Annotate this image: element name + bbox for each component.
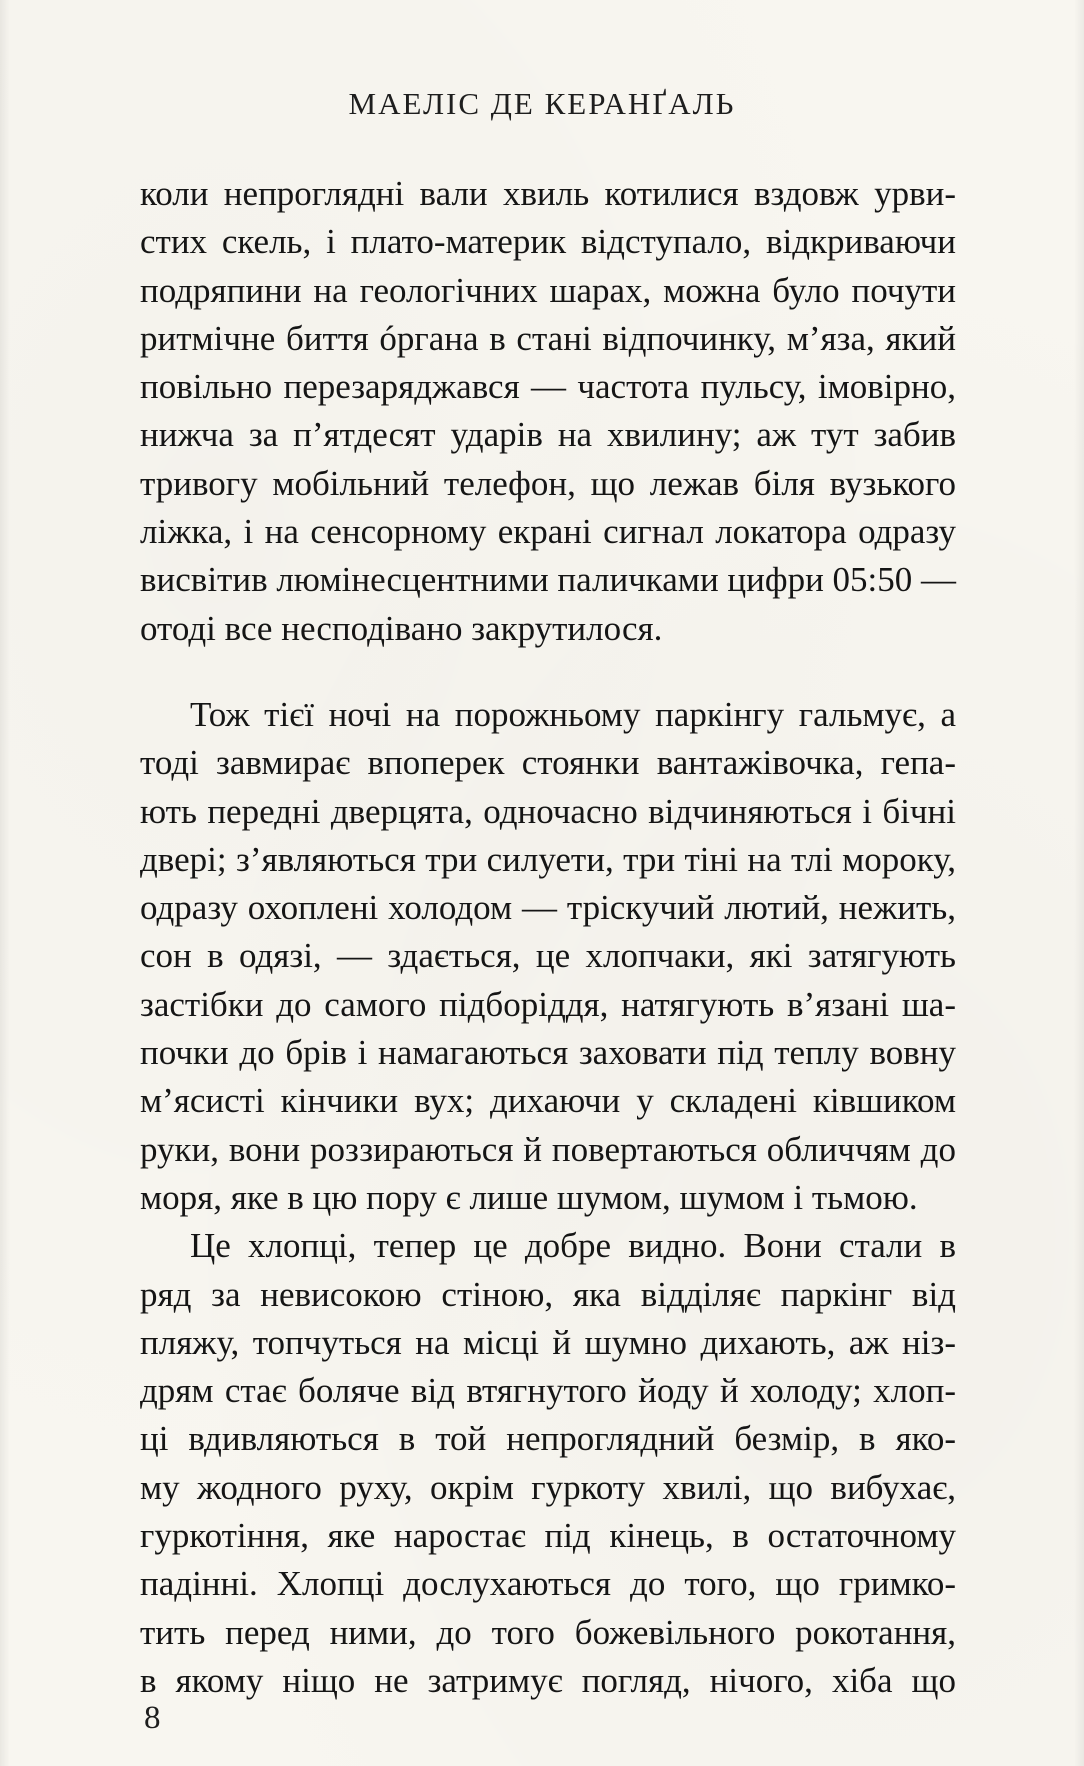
body-text [140,170,956,1705]
text-line: му жодного руху, окрім гуркоту хвилі, що вибухає, [140,1467,956,1507]
paragraph-2 [140,691,956,1222]
text-line: застібки до самого підборіддя, натягують в’язані ша- [140,984,956,1024]
text-line: гуркотіння, яке наростає під кінець, в остаточному [140,1516,956,1556]
text-line: ряд за невисокою стіною, яка відділяє паркінг від [140,1274,956,1314]
page-edge-shadow-left [0,0,10,1766]
text-line: ліжка, і на сенсорному екрані сигнал локатора одразу [140,512,956,552]
text-line: в якому ніщо не затримує погляд, нічого, хіба що [140,1660,956,1700]
text-line: отоді все несподівано закрутилося. [140,608,663,648]
running-header: МАЕЛІС ДЕ КЕРАНҐАЛЬ [348,86,736,121]
text-line: ють передні дверцята, одночасно відчиняються і бічні [140,791,956,831]
text-line: коли непроглядні вали хвиль котилися вздовж урви- [140,174,956,213]
text-line: двері; з’являються три силуети, три тіні на тлі мороку, [140,839,956,879]
text-line: ці вдивляються в той непроглядний безмір, в яко- [140,1419,956,1459]
text-line: тоді завмирає впоперек стоянки вантажівочка, гепа- [140,743,956,783]
text-line: пляжу, топчуться на місці й шумно дихають, аж ніз- [140,1322,956,1362]
text-line: сон в одязі, — здається, це хлопчаки, які затягують [140,936,956,976]
text-line: Це хлопці, тепер це добре видно. Вони стали в [190,1226,956,1266]
text-line: висвітив люмінесцентними паличками цифри 05:50 — [140,560,957,600]
page-number: 8 [144,1700,161,1736]
paragraph-gap [140,653,956,691]
text-line: нижча за п’ятдесят ударів на хвилину; аж тут забив [140,415,956,455]
page-edge-shadow-right [1074,0,1084,1766]
text-line: дрям стає боляче від втягнутого йоду й холоду; хлоп- [140,1371,956,1411]
text-line: моря, яке в цю пору є лише шумом, шумом і тьмою. [140,1177,918,1217]
text-line: повільно перезаряджався — частота пульсу, імовірно, [140,367,956,407]
text-line: стих скель, і плато-материк відступало, відкриваючи [140,222,956,262]
text-line: падінні. Хлопці дослухаються до того, що гримко- [140,1564,956,1604]
text-line: подряпини на геологічних шарах, можна було почути [140,270,956,310]
paragraph-1 [140,170,956,653]
text-line: тить перед ними, до того божевільного рокотання, [140,1612,956,1652]
text-line: м’ясисті кінчики вух; дихаючи у складені ківшиком [140,1081,956,1121]
text-line: ритмічне биття óргана в стані відпочинку, м’яза, який [140,318,956,358]
text-line: Тож тієї ночі на порожньому паркінгу гальмує, а [190,694,956,734]
text-line: тривогу мобільний телефон, що лежав біля вузького [140,463,956,503]
text-line: руки, вони роззираються й повертаються обличчям до [140,1129,956,1169]
text-line: почки до брів і намагаються заховати під теплу вовну [140,1033,956,1073]
text-line: одразу охоплені холодом — тріскучий лютий, нежить, [140,888,956,928]
paragraph-3 [140,1222,956,1705]
